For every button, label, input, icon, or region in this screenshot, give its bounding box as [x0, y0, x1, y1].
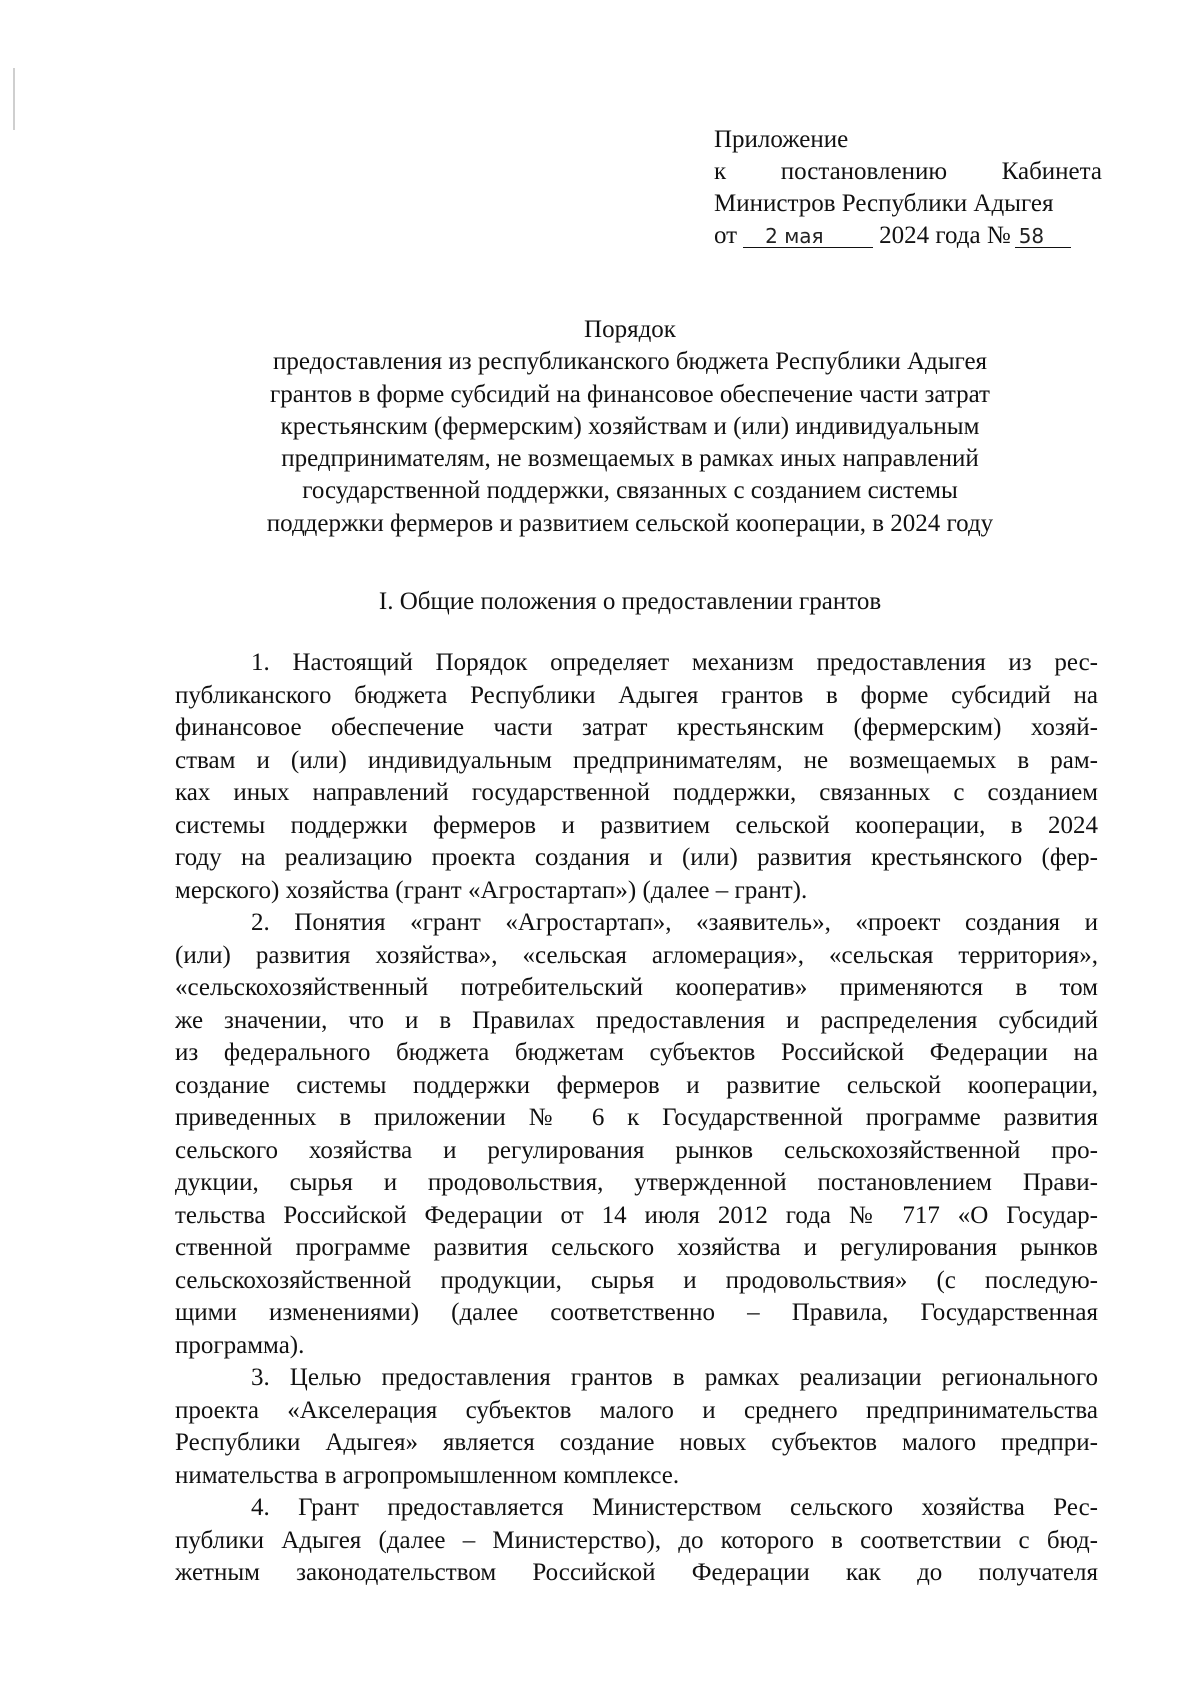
text-line: 4. Грант предоставляется Министерством сельского хозяйства Рес- [251, 1494, 1098, 1521]
paragraph-3 [175, 1362, 1098, 1492]
title-line: государственной поддержки, связанных с созданием системы [302, 477, 958, 505]
text-line: программа). [175, 1331, 305, 1359]
text-line: щими изменениями) (далее соответственно – Правила, Государственная [175, 1299, 1098, 1326]
appendix-block [714, 124, 1102, 252]
text-line: системы поддержки фермеров и развитием сельской кооперации, в 2024 [175, 811, 1098, 839]
document-title [170, 314, 1090, 540]
appendix-resolution-line [714, 156, 1102, 188]
scan-edge-mark [13, 68, 15, 130]
title-line: грантов в форме субсидий на финансовое обеспечение части затрат [270, 380, 990, 408]
text-line: публики Адыгея (далее – Министерство), до которого в соответствии с бюд- [175, 1526, 1098, 1554]
text-line: 3. Целью предоставления грантов в рамках реализации регионального [251, 1364, 1098, 1391]
text-line: приведенных в приложении № 6 к Государственной программе развития [175, 1104, 1098, 1131]
document-body [175, 647, 1098, 1590]
text-line: ственной программе развития сельского хозяйства и регулирования рынков [175, 1234, 1098, 1261]
text-line: финансовое обеспечение части затрат крестьянским (фермерским) хозяй- [175, 714, 1098, 741]
text-line: 1. Настоящий Порядок определяет механизм предоставления из рес- [251, 649, 1098, 676]
title-line: поддержки фермеров и развитием сельской кооперации, в 2024 году [266, 509, 994, 537]
text-line: сельского хозяйства и регулирования рынков сельскохозяйственной про- [175, 1136, 1098, 1164]
title-line: предоставления из республиканского бюджета Республики Адыгея [272, 348, 988, 376]
paragraph-2 [175, 907, 1098, 1362]
paragraph-1 [175, 647, 1098, 907]
title-line: крестьянским (фермерским) хозяйствам и (или) индивидуальным [280, 412, 980, 440]
number-value: 58 [1018, 224, 1045, 248]
appendix-word-resolution: постановлению [780, 158, 948, 185]
text-line: ках иных направлений государственной поддержки, связанных с созданием [175, 779, 1098, 806]
appendix-date-line [714, 220, 1102, 252]
text-line: году на реализацию проекта создания и (или) развития крестьянского (фер- [175, 844, 1098, 871]
text-line: дукции, сырья и продовольствия, утвержденной постановлением Прави- [175, 1169, 1098, 1196]
text-line: тельства Российской Федерации от 14 июля 2012 года № 717 «О Государ- [175, 1201, 1098, 1229]
text-line: нимательства в агропромышленном комплексе. [175, 1461, 680, 1489]
text-line: ствам и (или) индивидуальным предпринимателям, не возмещаемых в рам- [175, 746, 1098, 774]
appendix-word-cabinet: Кабинета [1001, 158, 1102, 185]
number-field [1015, 225, 1071, 248]
date-value: 2 мая [765, 224, 824, 248]
appendix-label: Приложение [714, 126, 849, 153]
text-line: проекта «Акселерация субъектов малого и среднего предпринимательства [175, 1396, 1098, 1424]
text-line: создание системы поддержки фермеров и развитие сельской кооперации, [175, 1071, 1098, 1099]
text-line: из федерального бюджета бюджетам субъектов Российской Федерации на [175, 1039, 1098, 1066]
appendix-word-k: к [714, 158, 727, 185]
appendix-ministers-line: Министров Республики Адыгея [714, 190, 1054, 217]
text-line: мерского) хозяйства (грант «Агростартап») (далее – грант). [175, 876, 808, 904]
text-line: же значении, что и в Правилах предоставления и распределения субсидий [175, 1006, 1098, 1034]
date-field [743, 225, 873, 248]
text-line: (или) развития хозяйства», «сельская агломерация», «сельская территория», [175, 941, 1098, 969]
date-prefix: от [714, 222, 738, 249]
title-line: предпринимателям, не возмещаемых в рамках иных направлений [281, 445, 979, 473]
section-heading: I. Общие положения о предоставлении грантов [378, 588, 882, 615]
paragraph-4 [175, 1492, 1098, 1590]
text-line: «сельскохозяйственный потребительский кооператив» применяются в том [175, 974, 1098, 1001]
title-heading: Порядок [584, 316, 676, 343]
text-line: Республики Адыгея» является создание новых субъектов малого предпри- [175, 1429, 1098, 1456]
text-line: сельскохозяйственной продукции, сырья и продовольствия» (с последую- [175, 1266, 1098, 1294]
text-line: 2. Понятия «грант «Агростартап», «заявитель», «проект создания и [251, 909, 1098, 936]
text-line: публиканского бюджета Республики Адыгея грантов в форме субсидий на [175, 681, 1098, 709]
year-text: 2024 года № [879, 222, 1011, 249]
text-line: жетным законодательством Российской Федерации как до получателя [175, 1559, 1098, 1586]
